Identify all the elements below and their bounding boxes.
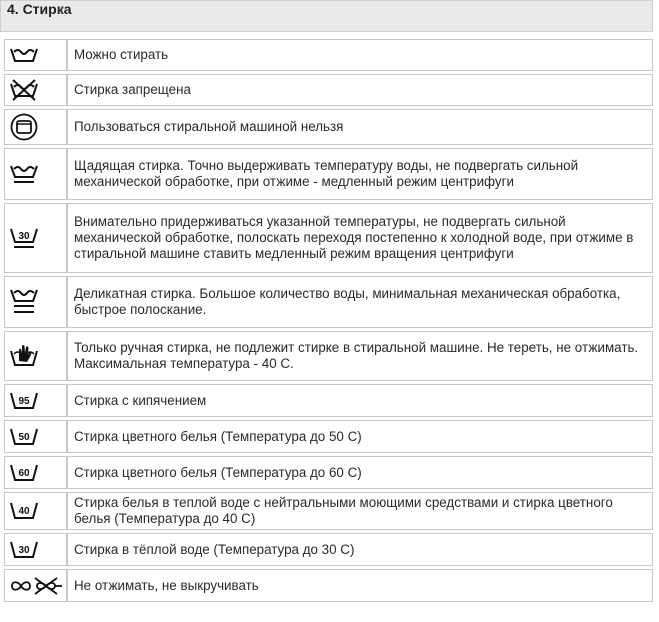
washtub-delicate-icon <box>4 276 67 328</box>
table-row <box>4 533 653 566</box>
row-text: Не отжимать, не выкручивать <box>67 569 653 602</box>
row-text: Пользоваться стиральной машиной нельзя <box>67 109 653 145</box>
washtub-icon <box>4 39 67 71</box>
row-text: Можно стирать <box>67 39 653 71</box>
row-text: Щадящая стирка. Точно выдерживать температуру воды, не подвергать сильной механической обработке, при отжиме - медленный режим центрифуги <box>67 148 653 200</box>
section-header <box>0 0 653 32</box>
washing-machine-icon <box>4 109 67 145</box>
svg-text:60: 60 <box>18 467 30 479</box>
table-row <box>4 331 653 381</box>
table-row <box>4 384 653 417</box>
table-row <box>4 276 653 328</box>
washtub-30-icon <box>4 533 67 566</box>
row-text: Деликатная стирка. Большое количество воды, минимальная механическая обработка, быстрое полоскание. <box>67 276 653 328</box>
svg-text:95: 95 <box>18 395 30 407</box>
svg-text:50: 50 <box>18 431 30 443</box>
table-row <box>4 456 653 489</box>
row-text: Стирка запрещена <box>67 74 653 106</box>
no-wring-icon <box>4 569 67 602</box>
table-row <box>4 492 653 530</box>
table-row <box>4 109 653 145</box>
table-row <box>4 74 653 106</box>
row-text: Внимательно придерживаться указанной температуры, не подвергать сильной механической обработке, полоскать переходя постепенно к холодной воде, при отжиме в стиральной машине ставить медленный режим вращения центрифуги <box>67 203 653 273</box>
washtub-60-icon <box>4 456 67 489</box>
washtub-gentle-icon <box>4 148 67 200</box>
hand-wash-icon <box>4 331 67 381</box>
table-row <box>4 203 653 273</box>
row-text: Только ручная стирка, не подлежит стирке в стиральной машине. Не тереть, не отжимать. Максимальная температура - 40 С. <box>67 331 653 381</box>
table-row <box>4 148 653 200</box>
washtub-crossed-icon <box>4 74 67 106</box>
row-text: Стирка белья в теплой воде с нейтральными моющими средствами и стирка цветного белья (Температура до 40 С) <box>67 492 653 530</box>
washtub-95-icon <box>4 384 67 417</box>
svg-text:30: 30 <box>18 231 30 242</box>
washtub-50-icon <box>4 420 67 453</box>
row-text: Стирка цветного белья (Температура до 50 С) <box>67 420 653 453</box>
washtub-30-gentle-icon <box>4 203 67 273</box>
row-text: Стирка в тёплой воде (Температура до 30 С) <box>67 533 653 566</box>
washtub-40-icon <box>4 492 67 530</box>
row-text: Стирка с кипячением <box>67 384 653 417</box>
section-title: 4. Стирка <box>7 1 72 17</box>
table-row <box>4 569 653 602</box>
care-symbols-table <box>4 36 653 605</box>
row-text: Стирка цветного белья (Температура до 60 С) <box>67 456 653 489</box>
svg-text:30: 30 <box>18 544 30 556</box>
table-row <box>4 39 653 71</box>
table-row <box>4 420 653 453</box>
svg-text:40: 40 <box>18 506 30 517</box>
